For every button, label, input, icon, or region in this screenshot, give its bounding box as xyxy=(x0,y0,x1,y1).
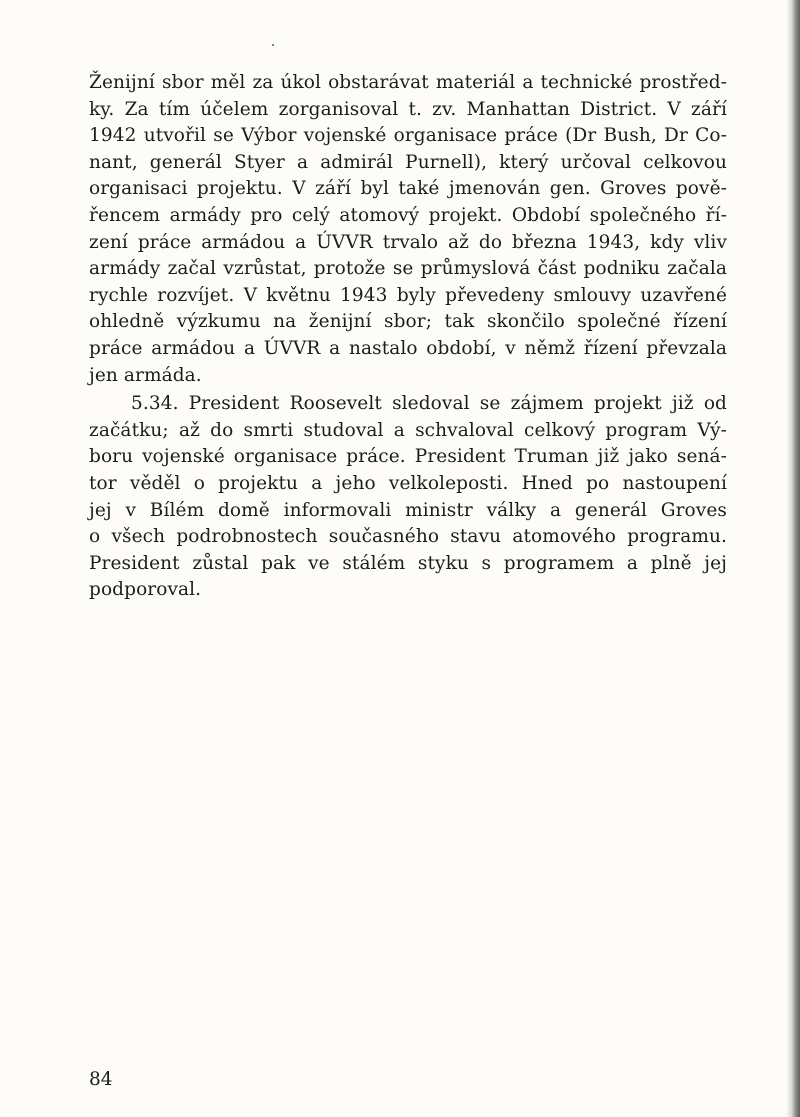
page-edge-shadow xyxy=(786,0,800,1117)
text-line: ky. Za tím účelem zorganisoval t. zv. Manhattan District. V září xyxy=(89,98,727,120)
text-line: nant, generál Styer a admirál Purnell), který určoval celkovou xyxy=(89,151,727,173)
text-line: armády začal vzrůstat, protože se průmyslová část podniku začala xyxy=(89,258,727,280)
text-line: Ženijní sbor měl za úkol obstarávat materiál a technické prostřed- xyxy=(89,72,727,93)
text-line: podporoval. xyxy=(89,579,202,601)
text-line: práce armádou a ÚVVR a nastalo období, v němž řízení převzala xyxy=(89,337,727,359)
text-line: boru vojenské organisace práce. President Truman již jako sená- xyxy=(89,446,727,468)
text-line: jej v Bílém domě informovali ministr války a generál Groves xyxy=(89,499,727,521)
paragraph-1 xyxy=(89,70,727,389)
text-line: jen armáda. xyxy=(89,364,202,386)
text-line: začátku; až do smrti studoval a schvaloval celkový program Vý- xyxy=(89,419,727,441)
text-line: o všech podrobnostech současného stavu atomového programu. xyxy=(89,526,727,548)
page-number: 84 xyxy=(89,1069,113,1090)
text-line: řencem armády pro celý atomový projekt. Období společného ří- xyxy=(89,204,727,226)
text-line: tor věděl o projektu a jeho velkoleposti. Hned po nastoupení xyxy=(89,472,727,494)
text-line: organisaci projektu. V září byl také jmenován gen. Groves pově- xyxy=(89,178,727,200)
text-line: President zůstal pak ve stálém styku s programem a plně jej xyxy=(89,552,727,574)
paragraph-2 xyxy=(89,391,727,604)
text-line: 1942 utvořil se Výbor vojenské organisace práce (Dr Bush, Dr Co- xyxy=(89,125,727,147)
text-line: zení práce armádou a ÚVVR trvalo až do března 1943, kdy vliv xyxy=(89,231,727,253)
print-speck xyxy=(272,44,274,46)
text-line: rychle rozvíjet. V květnu 1943 byly převedeny smlouvy uzavřené xyxy=(89,284,727,306)
text-line: ohledně výzkumu na ženijní sbor; tak skončilo společné řízení xyxy=(89,311,727,333)
page-text xyxy=(89,70,727,604)
text-line: 5.34. President Roosevelt sledoval se zájmem projekt již od xyxy=(131,393,727,415)
